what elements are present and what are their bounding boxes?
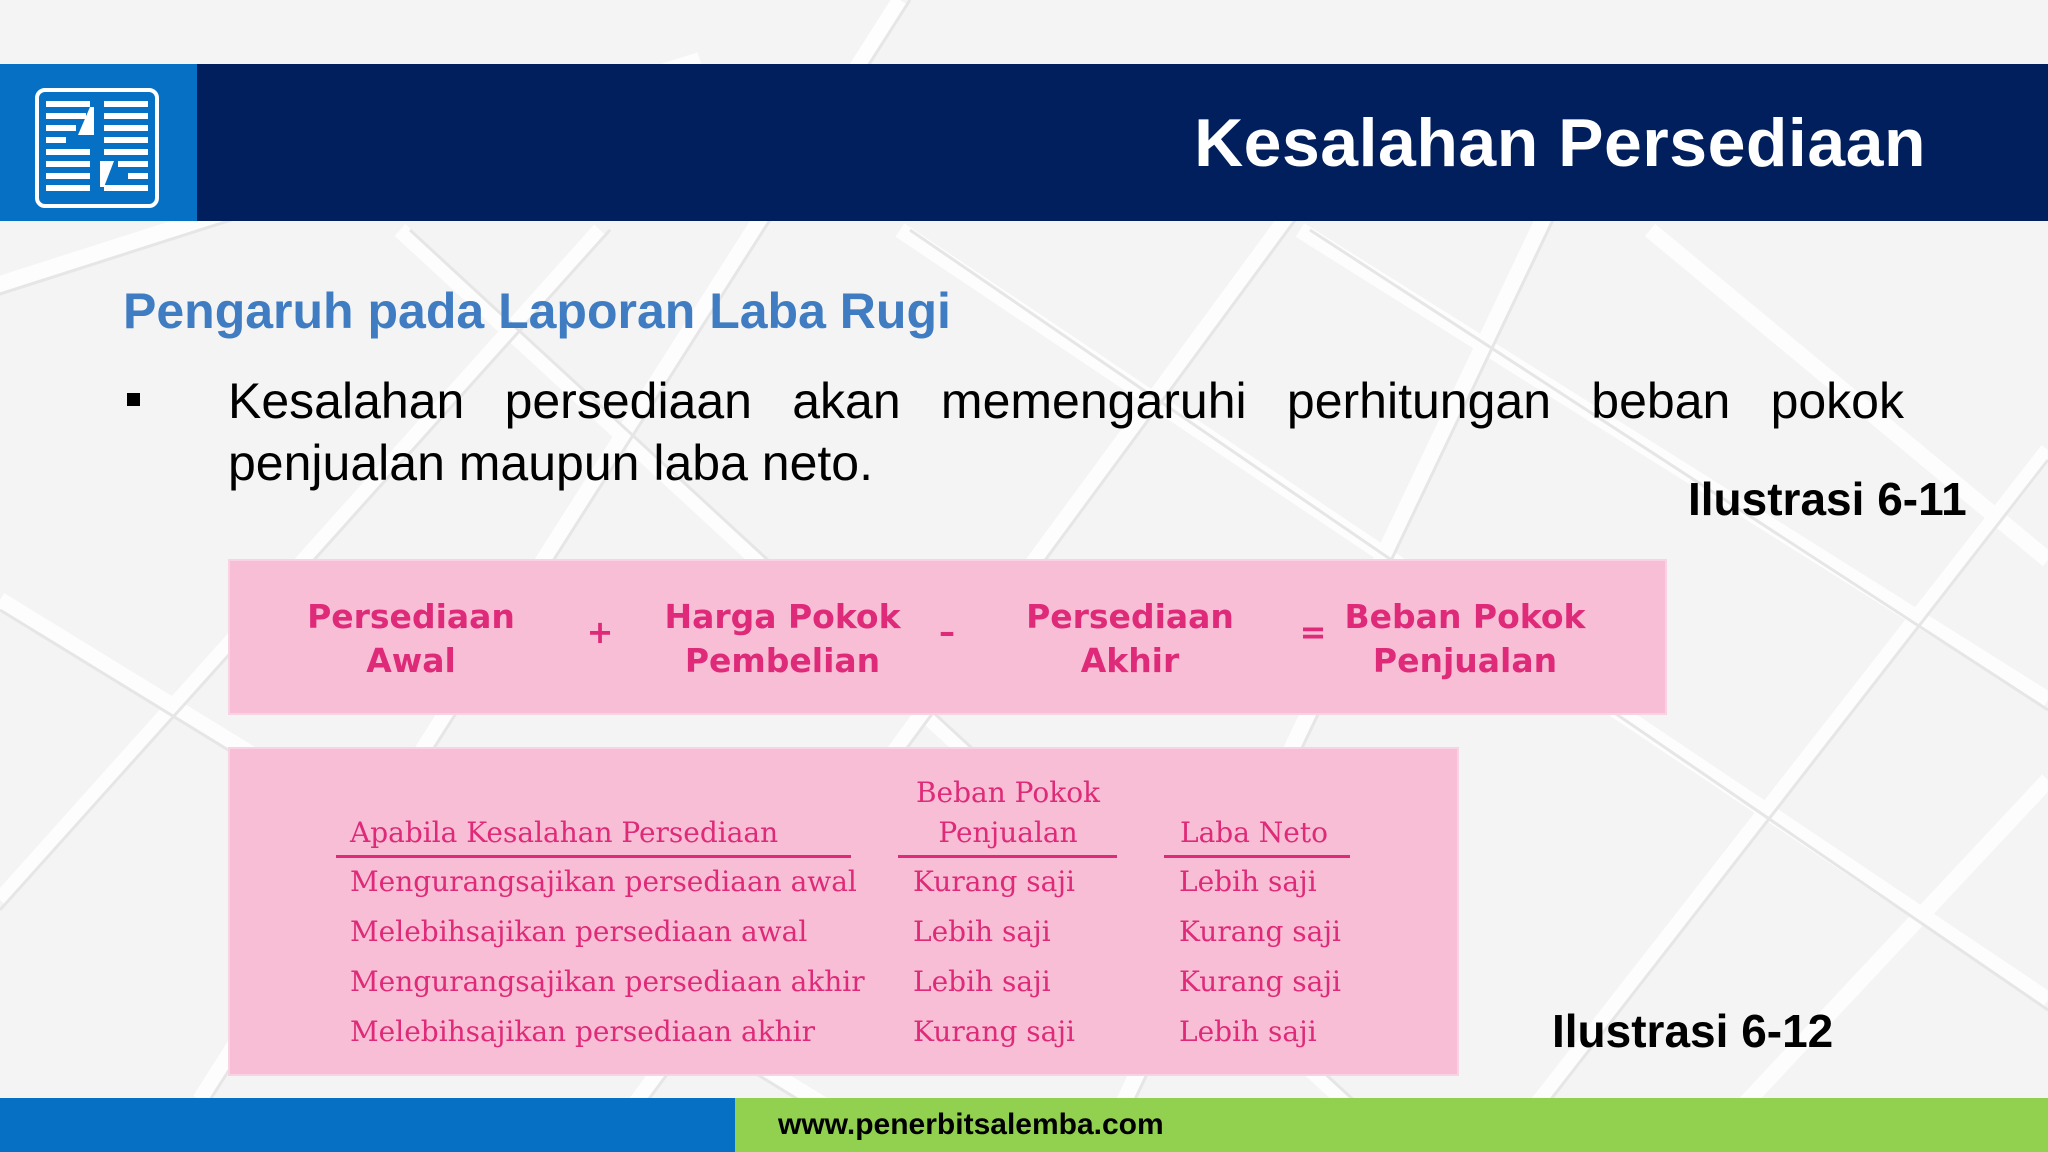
table-header-rule-1 [336,855,851,858]
table-row-2-net-income: Kurang saji [1179,915,1341,948]
illustration-label-6-11: Ilustrasi 6-11 [1688,473,1967,525]
cogs-formula-box [230,561,1665,713]
table-row-3-error: Mengurangsajikan persediaan akhir [350,965,865,998]
table-row-4-net-income: Lebih saji [1179,1015,1317,1048]
publisher-logo-icon [34,87,160,209]
table-header-rule-3 [1164,855,1350,858]
formula-term-ending-inventory: Persediaan Akhir [1026,597,1234,680]
illustration-label-6-12: Ilustrasi 6-12 [1552,1005,1834,1057]
footer-website-url: www.penerbitsalemba.com [778,1108,1164,1141]
formula-term-cogs: Beban Pokok Penjualan [1344,597,1586,680]
section-subtitle: Pengaruh pada Laporan Laba Rugi [123,283,951,339]
inventory-error-effects-table [230,749,1457,1074]
bullet-text: Kesalahan persediaan akan memengaruhi perhitungan beban pokok penjualan maupun laba neto. [228,373,1904,491]
table-row-3-net-income: Kurang saji [1179,965,1341,998]
table-row-4-cogs: Kurang saji [913,1015,1075,1048]
slide-title: Kesalahan Persediaan [1194,105,1926,181]
table-row-3-cogs: Lebih saji [913,965,1051,998]
formula-minus-operator: – [939,613,955,651]
table-row-4-error: Melebihsajikan persediaan akhir [350,1015,816,1048]
table-header-cogs-line1: Beban Pokok [915,776,1101,809]
formula-plus-operator: + [586,613,614,651]
bullet-marker [127,393,140,406]
table-row-2-error: Melebihsajikan persediaan awal [350,915,808,948]
table-header-net-income: Laba Neto [1180,816,1328,849]
table-row-1-net-income: Lebih saji [1179,865,1317,898]
formula-term-purchases: Harga Pokok Pembelian [664,597,901,680]
table-header-rule-2 [898,855,1117,858]
formula-equals-operator: = [1299,613,1327,651]
table-row-1-cogs: Kurang saji [913,865,1075,898]
table-header-error: Apabila Kesalahan Persediaan [350,816,779,849]
table-header-cogs-line2: Penjualan [938,816,1078,849]
table-row-1-error: Mengurangsajikan persediaan awal [350,865,857,898]
table-row-2-cogs: Lebih saji [913,915,1051,948]
formula-term-beginning-inventory: Persediaan Awal [307,597,515,680]
footer-blue-bar [0,1098,735,1152]
